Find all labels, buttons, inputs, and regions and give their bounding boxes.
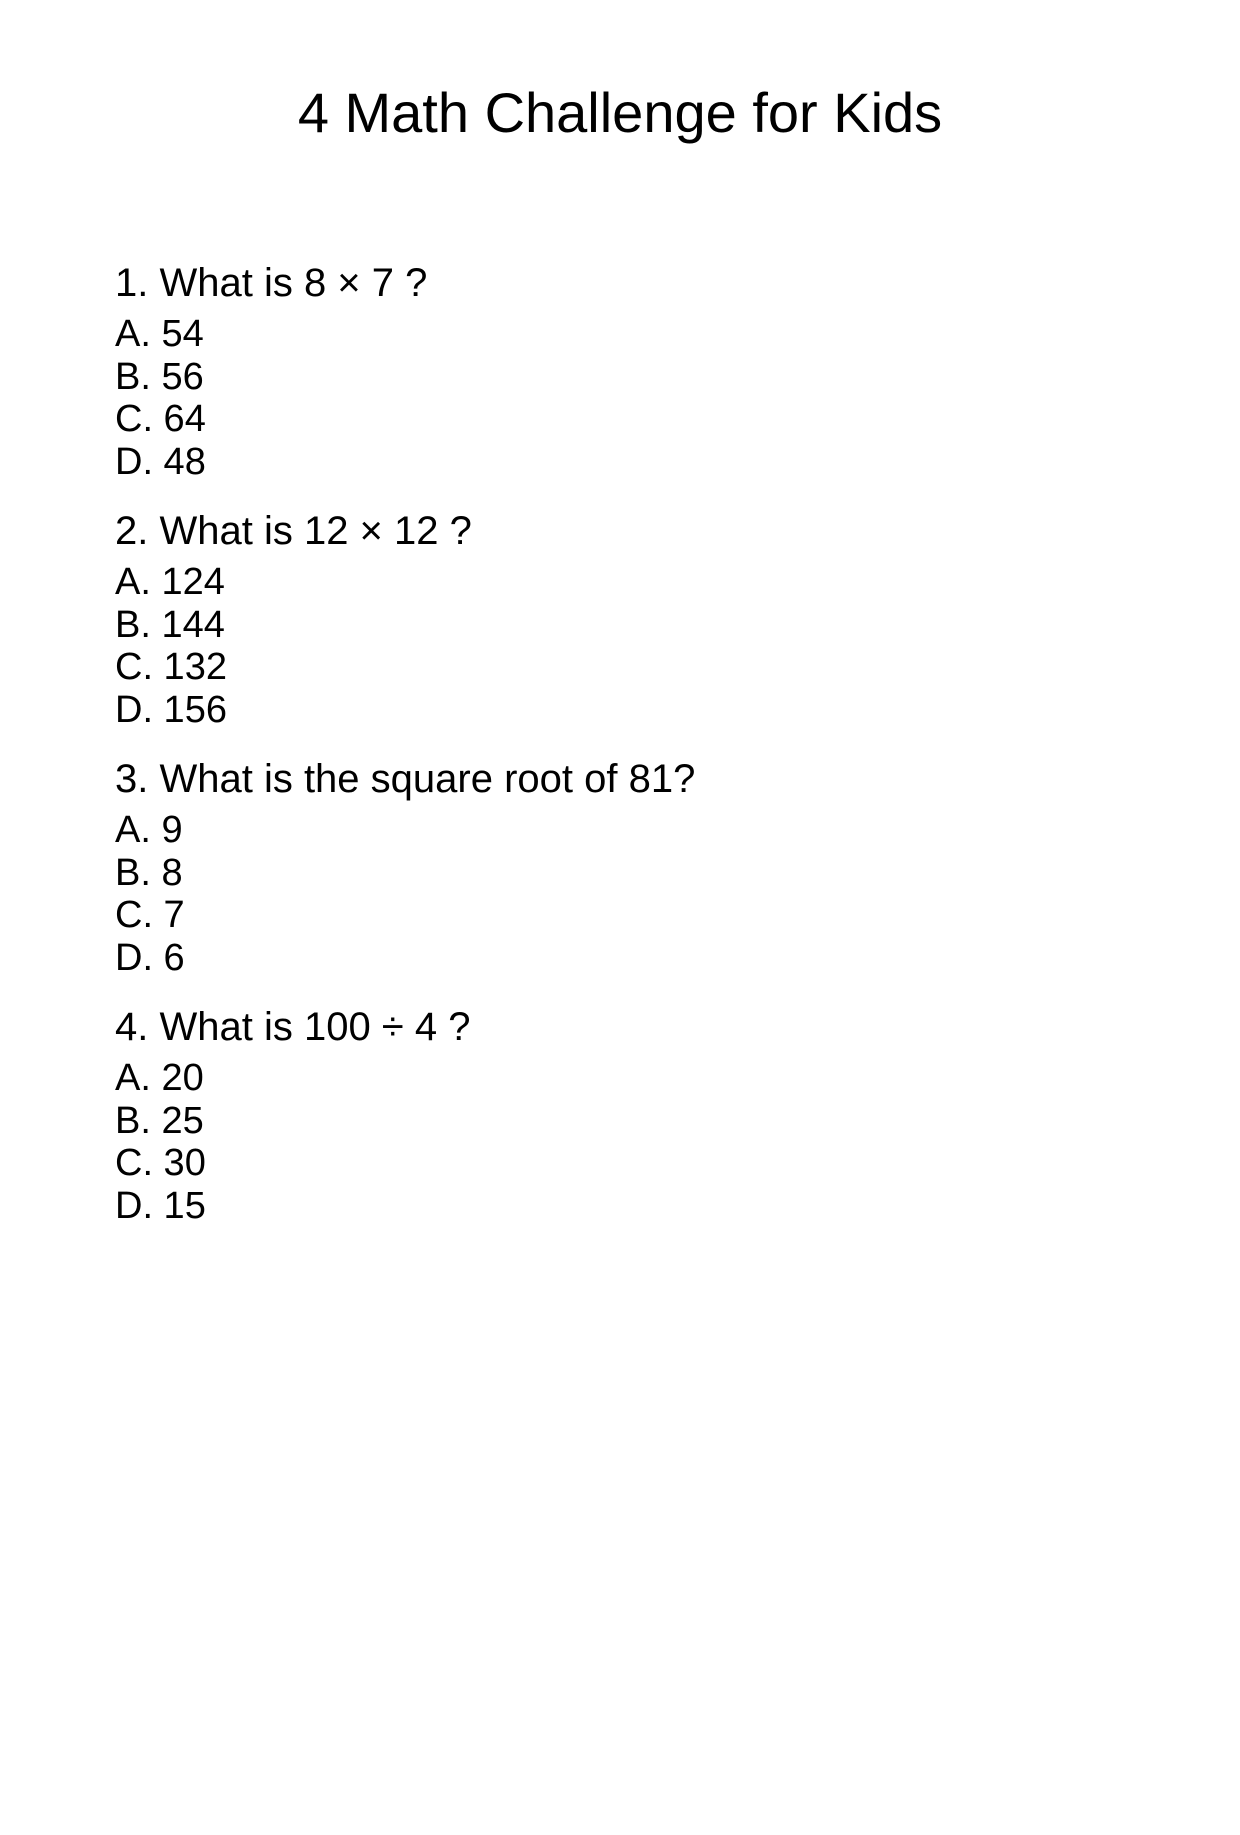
question-block-4 <box>115 1003 1160 1227</box>
option-item: A. 20 <box>115 1057 204 1100</box>
question-1-options <box>115 313 1160 483</box>
option-item: A. 124 <box>115 561 225 604</box>
question-4-options <box>115 1057 1160 1227</box>
question-list <box>115 259 1160 1227</box>
option-item: D. 6 <box>115 936 185 979</box>
question-3-text: 3. What is the square root of 81? <box>115 757 696 802</box>
question-block-2 <box>115 507 1160 731</box>
option-item: B. 25 <box>115 1099 204 1142</box>
option-item: C. 132 <box>115 646 227 689</box>
question-block-3 <box>115 755 1160 979</box>
option-item: C. 7 <box>115 894 185 937</box>
question-1-text: 1. What is 8 × 7 ? <box>115 261 428 306</box>
option-item: B. 144 <box>115 603 225 646</box>
question-4-text: 4. What is 100 ÷ 4 ? <box>115 1005 471 1050</box>
option-item: D. 48 <box>115 440 206 483</box>
question-3-options <box>115 809 1160 979</box>
page-title: 4 Math Challenge for Kids <box>297 81 943 144</box>
question-2-options <box>115 561 1160 731</box>
option-item: C. 30 <box>115 1142 206 1185</box>
option-item: B. 8 <box>115 851 183 894</box>
option-item: D. 15 <box>115 1184 206 1227</box>
document-page <box>0 81 1240 1835</box>
option-item: D. 156 <box>115 688 227 731</box>
question-block-1 <box>115 259 1160 483</box>
option-item: B. 56 <box>115 355 204 398</box>
question-2-text: 2. What is 12 × 12 ? <box>115 509 472 554</box>
option-item: C. 64 <box>115 398 206 441</box>
option-item: A. 54 <box>115 313 204 356</box>
option-item: A. 9 <box>115 809 183 852</box>
